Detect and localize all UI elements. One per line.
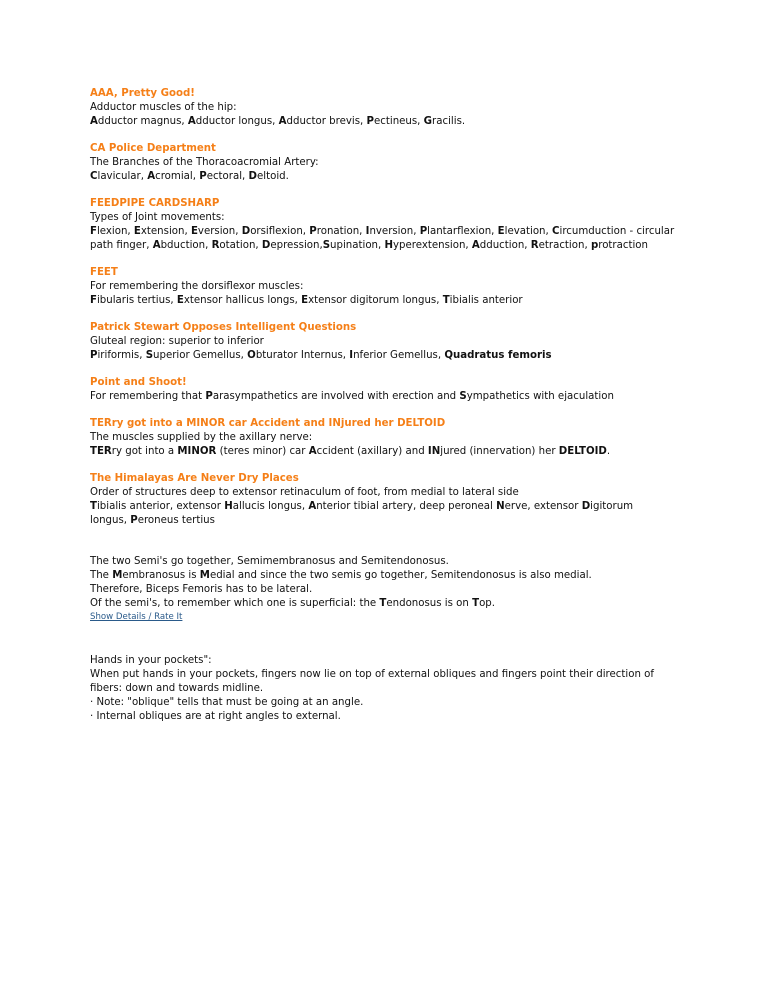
bold-initial: MINOR: [177, 446, 217, 457]
bold-initial: M: [199, 570, 210, 581]
text-run: For remembering that: [90, 391, 206, 402]
bold-initial: T: [442, 295, 450, 306]
bold-initial: A: [90, 116, 98, 127]
mnemonic-title: TERry got into a MINOR car Accident and INjured her DELTOID: [90, 418, 446, 429]
text-line: [90, 115, 690, 129]
text-run: ectineus,: [374, 116, 424, 127]
bold-initial: F: [90, 226, 97, 237]
bold-initial: A: [471, 240, 480, 251]
mnemonic-list: [90, 87, 690, 528]
text-run: xtensor digitorum longus,: [308, 295, 443, 306]
mnemonic-entry: [90, 266, 690, 308]
bold-initial: D: [581, 501, 591, 512]
text-run: embranosus is: [122, 570, 200, 581]
text-line: fibers: down and towards midline.: [90, 683, 264, 694]
text-line: [90, 239, 690, 253]
mnemonic-title: CA Police Department: [90, 143, 216, 154]
text-line: [90, 500, 690, 514]
text-run: rotraction: [598, 240, 648, 251]
text-run: dductor brevis,: [286, 116, 367, 127]
text-run: Gluteal region: superior to inferior: [90, 336, 264, 347]
text-run: ympathetics with ejaculation: [466, 391, 614, 402]
text-run: orsiflexion,: [250, 226, 310, 237]
bold-initial: R: [211, 240, 220, 251]
text-run: longus,: [90, 515, 131, 526]
bold-initial: M: [112, 570, 123, 581]
mnemonic-title: The Himalayas Are Never Dry Places: [90, 473, 299, 484]
text-run: .: [606, 446, 611, 457]
bold-initial: F: [90, 295, 97, 306]
text-line: [90, 597, 690, 611]
bold-initial: T: [90, 501, 97, 512]
text-run: dduction,: [479, 240, 531, 251]
bold-initial: S: [322, 240, 331, 251]
bold-initial: I: [349, 350, 354, 361]
bold-initial: A: [278, 116, 287, 127]
text-run: Adductor muscles of the hip:: [90, 102, 237, 113]
text-run: dductor longus,: [195, 116, 279, 127]
text-line: [90, 280, 690, 294]
bold-initial: DELTOID: [558, 446, 607, 457]
text-run: edial and since the two semis go together, Semitendonosus is also medial.: [209, 570, 592, 581]
bold-initial: C: [90, 171, 98, 182]
text-line: [90, 431, 690, 445]
bold-initial: A: [152, 240, 161, 251]
text-run: uperior Gemellus,: [153, 350, 248, 361]
bold-initial: TER: [90, 446, 112, 457]
text-run: xtension,: [140, 226, 191, 237]
bold-initial: Quadratus femoris: [444, 350, 552, 361]
mnemonic-entry: [90, 197, 690, 253]
bold-initial: E: [176, 295, 184, 306]
bold-initial: IN: [427, 446, 441, 457]
text-line: [90, 156, 690, 170]
bold-initial: D: [248, 171, 257, 182]
text-line: [90, 225, 690, 239]
text-run: levation,: [504, 226, 552, 237]
bold-initial: C: [552, 226, 560, 237]
mnemonic-entry: [90, 87, 690, 129]
bold-initial: P: [130, 515, 138, 526]
bold-initial: G: [423, 116, 433, 127]
bold-initial: P: [419, 226, 428, 237]
text-run: endonosus is on: [386, 598, 473, 609]
document-page: [90, 87, 690, 724]
bold-initial: H: [384, 240, 394, 251]
spacer: [90, 541, 690, 555]
hands-in-pockets-note: [90, 654, 690, 724]
text-run: The muscles supplied by the axillary nerve:: [90, 432, 313, 443]
mnemonic-entry: [90, 142, 690, 184]
text-run: ronation,: [316, 226, 366, 237]
text-run: ccident (axillary) and: [316, 446, 428, 457]
text-run: igitorum: [590, 501, 634, 512]
text-run: For remembering the dorsiflexor muscles:: [90, 281, 304, 292]
text-line: · Internal obliques are at right angles to external.: [90, 711, 341, 722]
text-line: [90, 390, 690, 404]
text-run: ircumduction - circular: [559, 226, 675, 237]
text-run: cromial,: [155, 171, 200, 182]
bold-initial: I: [365, 226, 370, 237]
bold-initial: P: [309, 226, 317, 237]
text-run: Of the semi's, to remember which one is superficial: the: [90, 598, 380, 609]
bold-initial: D: [241, 226, 251, 237]
text-run: path finger,: [90, 240, 153, 251]
mnemonic-title: Point and Shoot!: [90, 377, 187, 388]
text-run: version,: [197, 226, 242, 237]
text-run: Types of Joint movements:: [90, 212, 225, 223]
text-run: Therefore, Biceps Femoris has to be lateral.: [90, 584, 313, 595]
text-run: bduction,: [160, 240, 212, 251]
text-run: iriformis,: [97, 350, 146, 361]
bold-initial: P: [199, 171, 207, 182]
bold-initial: P: [90, 350, 98, 361]
text-line: [90, 445, 690, 459]
bold-initial: p: [590, 240, 599, 251]
bold-initial: A: [308, 446, 317, 457]
mnemonic-entry: [90, 321, 690, 363]
spacer: [90, 623, 690, 654]
text-run: xtensor hallicus longs,: [183, 295, 302, 306]
text-run: epression,: [270, 240, 323, 251]
text-line: [90, 555, 690, 569]
text-run: arasympathetics are involved with erection and: [212, 391, 460, 402]
text-run: The Branches of the Thoracoacromial Artery:: [90, 157, 319, 168]
mnemonic-title: FEEDPIPE CARDSHARP: [90, 198, 220, 209]
text-run: nversion,: [369, 226, 420, 237]
text-run: racilis.: [432, 116, 466, 127]
text-run: erve, extensor: [504, 501, 582, 512]
bold-initial: E: [301, 295, 309, 306]
text-line: [90, 349, 690, 363]
bold-initial: S: [145, 350, 154, 361]
mnemonic-title: AAA, Pretty Good!: [90, 88, 195, 99]
text-line: [90, 583, 690, 597]
text-run: (teres minor) car: [216, 446, 309, 457]
text-line: [90, 294, 690, 308]
text-line: When put hands in your pockets, fingers now lie on top of external obliques and fingers point their direction of: [90, 669, 654, 680]
bold-initial: E: [133, 226, 141, 237]
bold-initial: A: [147, 171, 156, 182]
bold-initial: O: [247, 350, 256, 361]
text-line: [90, 514, 690, 528]
bold-initial: H: [224, 501, 233, 512]
mnemonic-entry: [90, 472, 690, 528]
text-run: ibialis anterior: [449, 295, 523, 306]
text-run: bturator Internus,: [255, 350, 350, 361]
bold-initial: D: [261, 240, 271, 251]
text-run: yperextension,: [393, 240, 472, 251]
text-line: [90, 335, 690, 349]
text-run: upination,: [330, 240, 385, 251]
text-run: ectoral,: [206, 171, 249, 182]
text-run: ry got into a: [111, 446, 178, 457]
bold-initial: N: [496, 501, 505, 512]
text-line: [90, 569, 690, 583]
text-run: lantarflexion,: [427, 226, 498, 237]
text-line: Hands in your pockets":: [90, 655, 212, 666]
semis-note: [90, 555, 690, 611]
text-run: jured (innervation) her: [440, 446, 559, 457]
text-line: · Note: "oblique" tells that must be going at an angle.: [90, 697, 364, 708]
bold-initial: T: [379, 598, 387, 609]
text-line: [90, 101, 690, 115]
bold-initial: R: [530, 240, 539, 251]
text-run: The: [90, 570, 113, 581]
text-run: otation,: [219, 240, 262, 251]
text-run: lavicular,: [97, 171, 148, 182]
bold-initial: S: [459, 391, 467, 402]
bold-initial: A: [308, 501, 317, 512]
mnemonic-title: Patrick Stewart Opposes Intelligent Questions: [90, 322, 357, 333]
mnemonic-entry: [90, 417, 690, 459]
text-run: lexion,: [96, 226, 134, 237]
bold-initial: P: [205, 391, 213, 402]
mnemonic-title: FEET: [90, 267, 118, 278]
bold-initial: P: [366, 116, 374, 127]
text-line: [90, 211, 690, 225]
bold-initial: T: [472, 598, 480, 609]
text-run: nterior tibial artery, deep peroneal: [316, 501, 497, 512]
text-run: The two Semi's go together, Semimembranosus and Semitendonosus.: [90, 556, 449, 567]
bold-initial: A: [187, 116, 196, 127]
mnemonic-entry: [90, 376, 690, 404]
bold-initial: E: [497, 226, 505, 237]
text-run: ibialis anterior, extensor: [96, 501, 225, 512]
text-line: [90, 170, 690, 184]
text-run: op.: [479, 598, 496, 609]
text-run: nferior Gemellus,: [353, 350, 445, 361]
text-run: etraction,: [538, 240, 591, 251]
text-run: allucis longus,: [232, 501, 309, 512]
text-run: eroneus tertius: [137, 515, 215, 526]
text-run: ibularis tertius,: [96, 295, 177, 306]
text-run: Order of structures deep to extensor retinaculum of foot, from medial to lateral side: [90, 487, 519, 498]
show-details-link[interactable]: Show Details / Rate It: [90, 612, 183, 622]
bold-initial: E: [190, 226, 198, 237]
text-run: dductor magnus,: [97, 116, 188, 127]
text-run: eltoid.: [257, 171, 289, 182]
text-line: [90, 486, 690, 500]
